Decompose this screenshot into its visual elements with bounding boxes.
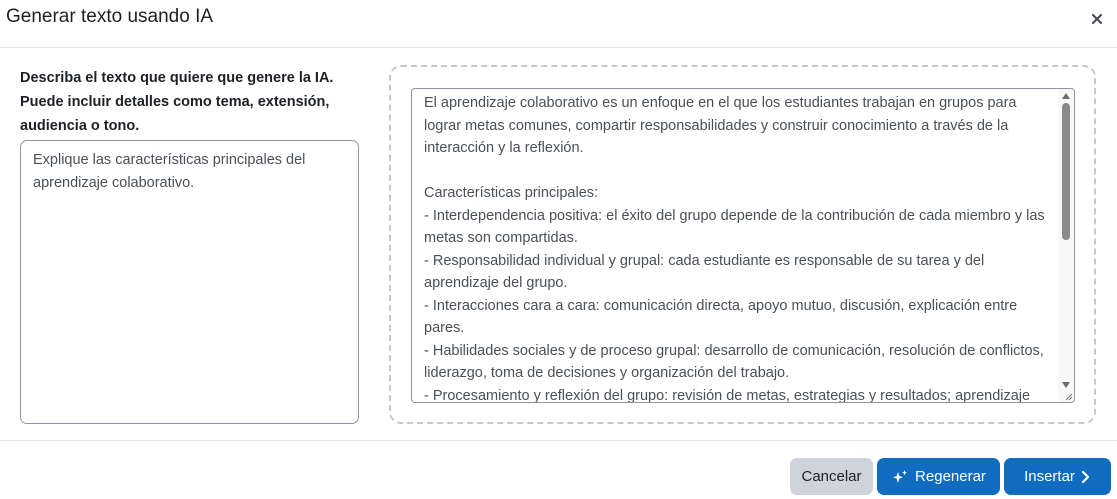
sparkles-icon	[891, 469, 909, 485]
regenerate-button[interactable]	[877, 458, 1000, 495]
cancel-label: Cancelar	[801, 468, 862, 485]
chevron-right-icon	[1081, 470, 1091, 484]
generated-text: El aprendizaje colaborativo es un enfoque en el que los estudiantes trabajan en grupos para lograr metas comunes, compartir responsabilidades y construir conocimiento a través de la interacción y la reflexión. Características principales: - Interdependencia positiva: el éxito del grupo depende de la contribución de cada miembro y las metas son compartidas. - Responsabilidad individual y grupal: cada estudiante es responsable de su tarea y del aprendizaje del grupo. - Interacciones cara a cara: comunicación directa, apoyo mutuo, discusión, explicación entre pares. - Habilidades sociales y de proceso grupal: desarrollo de comunicación, resolución de conflictos, liderazgo, toma de decisiones y organización del trabajo. - Procesamiento y reflexión del grupo: revisión de metas, estrategias y resultados; aprendizaje	[424, 95, 1045, 403]
prompt-input[interactable]	[20, 140, 359, 424]
modal-footer	[0, 440, 1117, 499]
generated-text-container	[389, 65, 1096, 424]
prompt-label: Describa el texto que quiere que genere la IA. Puede incluir detalles como tema, extensión, audiencia o tono.	[20, 70, 334, 134]
modal-title: Generar texto usando IA	[6, 6, 214, 27]
scrollbar-thumb[interactable]	[1062, 103, 1070, 240]
close-button[interactable]	[1087, 9, 1107, 29]
close-icon	[1091, 13, 1103, 25]
scrollbar[interactable]	[1058, 89, 1074, 402]
scroll-up-icon[interactable]	[1062, 93, 1070, 99]
modal-header	[0, 0, 1117, 48]
prompt-section	[20, 66, 360, 138]
resize-grip-icon[interactable]	[1065, 393, 1073, 401]
scroll-down-icon[interactable]	[1062, 382, 1070, 388]
insert-button[interactable]	[1004, 458, 1111, 495]
regenerate-label: Regenerar	[915, 468, 986, 485]
cancel-button[interactable]	[790, 458, 873, 495]
generated-text-area[interactable]	[411, 88, 1075, 403]
insert-label: Insertar	[1024, 468, 1075, 485]
